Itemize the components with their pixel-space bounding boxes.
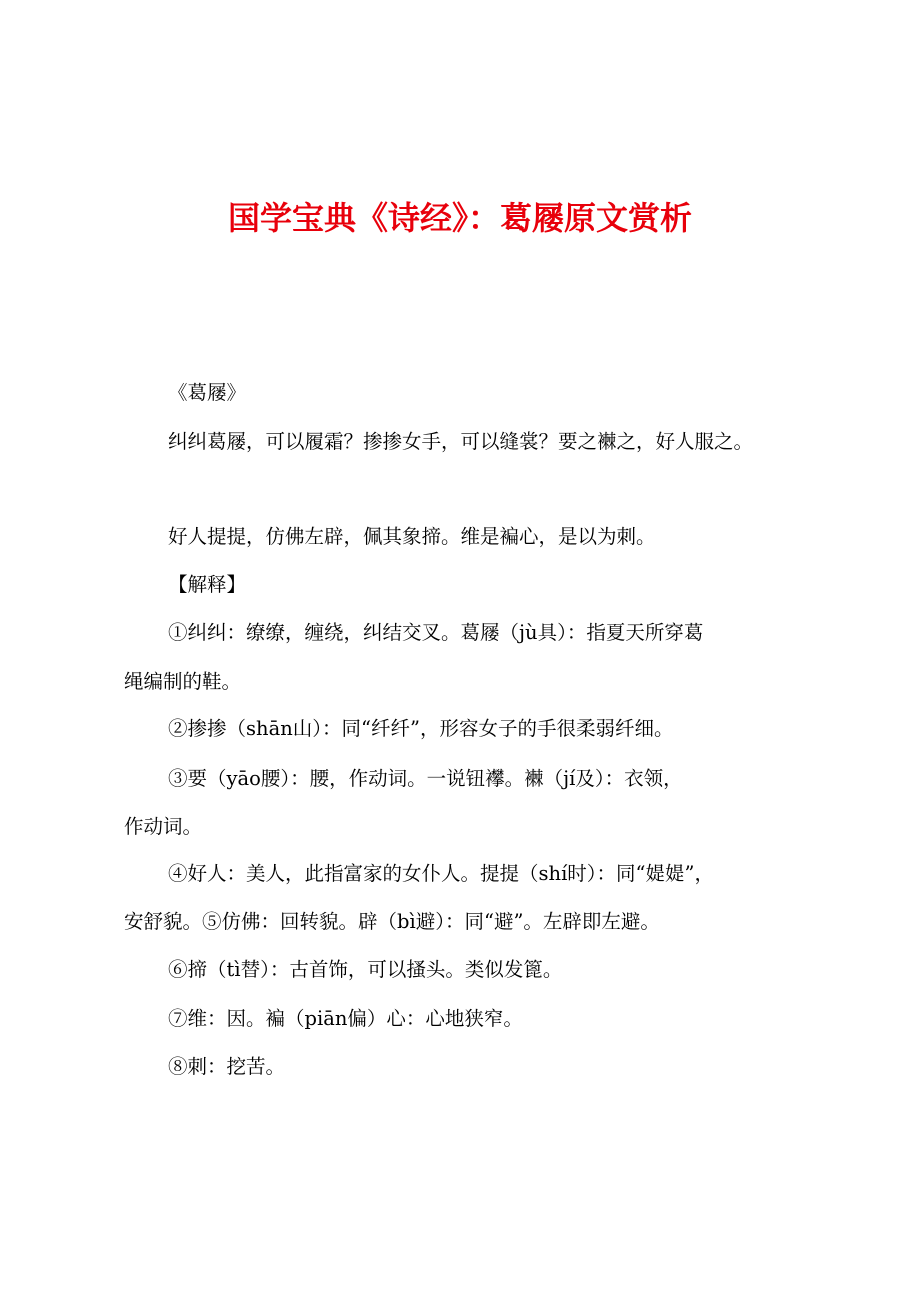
note-line: ⑦维：因。褊（piān偏）心：心地狭窄。 — [168, 1007, 523, 1030]
poem-title: 《葛屦》 — [168, 381, 247, 404]
note-line: 作动词。 — [124, 815, 203, 838]
note-line: ②掺掺（shān山）：同“纤纤”，形容女子的手很柔弱纤细。 — [168, 717, 674, 740]
poem-stanza-2: 好人提提，仿佛左辟，佩其象揥。维是褊心，是以为刺。 — [168, 525, 656, 548]
note-line: ④好人：美人，此指富家的女仆人。提提（shí时）：同“媞媞”， — [168, 862, 714, 885]
note-line: ⑥揥（tì替）：古首饰，可以搔头。类似发篦。 — [168, 958, 563, 981]
note-line: ③要（yāo腰）：腰，作动词。一说钮襻。襋（jí及）：衣领， — [168, 767, 683, 790]
note-line: ①纠纠：缭缭，缠绕，纠结交叉。葛屦（jù具）：指夏天所穿葛 — [168, 621, 704, 644]
note-line: ⑧刺：挖苦。 — [168, 1055, 286, 1078]
notes-heading: 【解释】 — [168, 573, 247, 596]
page-title: 国学宝典《诗经》：葛屦原文赏析 — [227, 199, 692, 237]
poem-stanza-1: 纠纠葛屦，可以履霜？掺掺女手，可以缝裳？要之襋之，好人服之。 — [168, 430, 754, 453]
note-line: 绳编制的鞋。 — [124, 670, 242, 693]
note-line: 安舒貌。⑤仿佛：回转貌。辟（bì避）：同“避”。左辟即左避。 — [124, 910, 660, 933]
